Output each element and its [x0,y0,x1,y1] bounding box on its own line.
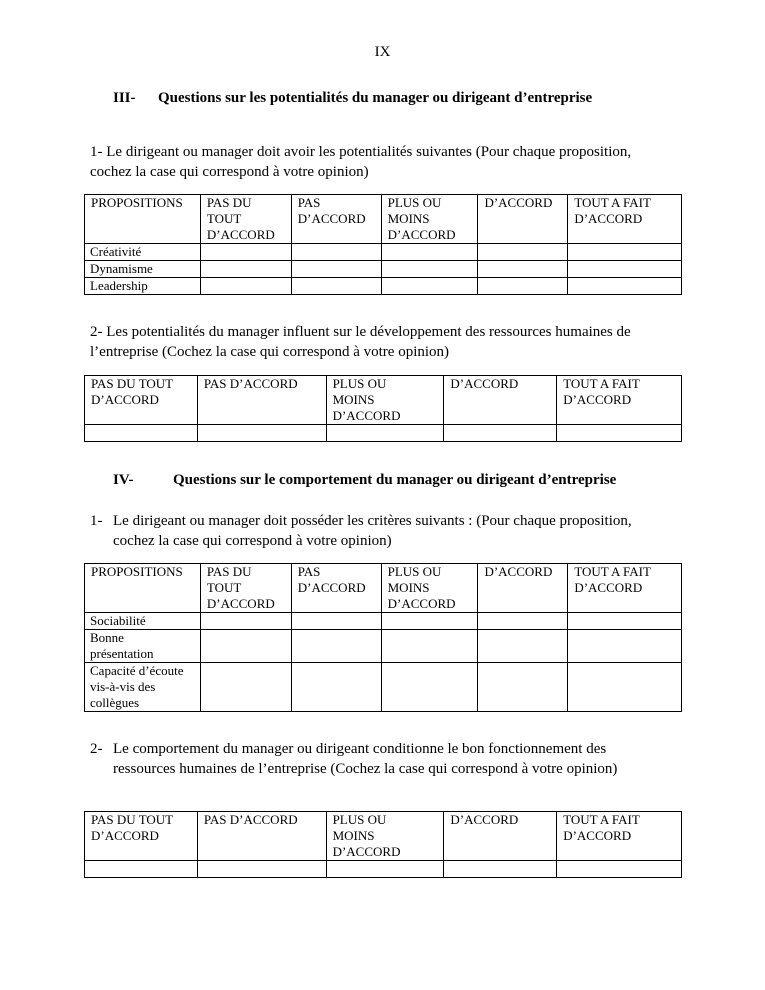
checkbox-cell[interactable] [291,244,381,261]
header-daccord: D’ACCORD [444,812,557,861]
checkbox-cell[interactable] [85,425,198,442]
header-pas-du-tout: PAS DU TOUT D’ACCORD [85,812,198,861]
section4-title: Questions sur le comportement du manager ou dirigeant d’entreprise [173,472,617,488]
section4-q1-line2: cochez la case qui correspond à votre opinion) [113,533,392,549]
checkbox-cell[interactable] [568,613,682,630]
header-pas-daccord: PAS D’ACCORD [291,195,381,244]
section4-q2-text [90,739,690,779]
section4-q1-line1: Le dirigeant ou manager doit posséder les critères suivants : (Pour chaque proposition, [113,513,632,529]
checkbox-cell[interactable] [568,663,682,712]
section4-q2-num: 2- [90,741,103,757]
checkbox-cell[interactable] [381,261,478,278]
header-daccord: D’ACCORD [478,564,568,613]
checkbox-cell[interactable] [200,663,291,712]
table-row [85,278,682,295]
section4-q1-num: 1- [90,513,103,529]
checkbox-cell[interactable] [200,630,291,663]
table-header-row [85,376,682,425]
header-pas-du-tout: PAS DU TOUT D’ACCORD [85,376,198,425]
checkbox-cell[interactable] [85,861,198,878]
section3-q1-line1: 1- Le dirigeant ou manager doit avoir les potentialités suivantes (Pour chaque proposition, [90,144,632,160]
section3-heading [113,90,673,110]
section4-q2-line2: ressources humaines de l’entreprise (Cochez la case qui correspond à votre opinion) [113,761,618,777]
row-label: Bonne présentation [85,630,201,663]
checkbox-cell[interactable] [478,244,568,261]
checkbox-cell[interactable] [291,630,381,663]
checkbox-cell[interactable] [291,613,381,630]
checkbox-cell[interactable] [444,861,557,878]
table-row [85,261,682,278]
table-header-row [85,564,682,613]
section3-title: Questions sur les potentialités du manager ou dirigeant d’entreprise [158,90,593,106]
table-row [85,613,682,630]
checkbox-cell[interactable] [381,630,478,663]
table-row [85,663,682,712]
checkbox-cell[interactable] [568,278,682,295]
checkbox-cell[interactable] [200,244,291,261]
header-tout-a-fait: TOUT A FAIT D’ACCORD [557,812,682,861]
section3-q2-line2: l’entreprise (Cochez la case qui correspond à votre opinion) [90,344,450,360]
checkbox-cell[interactable] [568,261,682,278]
header-pas-du-tout: PAS DU TOUT D’ACCORD [200,195,291,244]
checkbox-cell[interactable] [478,630,568,663]
header-daccord: D’ACCORD [444,376,557,425]
checkbox-cell[interactable] [381,278,478,295]
checkbox-cell[interactable] [326,425,444,442]
checkbox-cell[interactable] [478,663,568,712]
section3-q1-table [84,194,682,295]
header-pas-du-tout: PAS DU TOUT D’ACCORD [200,564,291,613]
row-label: Créativité [85,244,201,261]
page-number: IX [374,44,391,60]
checkbox-cell[interactable] [568,630,682,663]
table-row [85,861,682,878]
header-daccord: D’ACCORD [478,195,568,244]
checkbox-cell[interactable] [444,425,557,442]
checkbox-cell[interactable] [200,278,291,295]
table-row [85,630,682,663]
checkbox-cell[interactable] [557,425,682,442]
header-plus-ou-moins: PLUS OU MOINS D’ACCORD [381,195,478,244]
table-header-row [85,195,682,244]
checkbox-cell[interactable] [291,278,381,295]
header-tout-a-fait: TOUT A FAIT D’ACCORD [568,195,682,244]
header-pas-daccord: PAS D’ACCORD [197,376,326,425]
header-tout-a-fait: TOUT A FAIT D’ACCORD [557,376,682,425]
section3-numeral: III- [113,90,136,106]
section3-q1-text [90,142,690,182]
header-pas-daccord: PAS D’ACCORD [197,812,326,861]
section4-q2-table [84,811,682,878]
checkbox-cell[interactable] [197,425,326,442]
row-label: Dynamisme [85,261,201,278]
table-row [85,244,682,261]
checkbox-cell[interactable] [478,278,568,295]
section3-q2-line1: 2- Les potentialités du manager influent sur le développement des ressources humaines de [90,324,631,340]
checkbox-cell[interactable] [326,861,444,878]
checkbox-cell[interactable] [478,613,568,630]
section4-q2-line1: Le comportement du manager ou dirigeant conditionne le bon fonctionnement des [113,741,607,757]
row-label: Sociabilité [85,613,201,630]
checkbox-cell[interactable] [568,244,682,261]
row-label: Leadership [85,278,201,295]
checkbox-cell[interactable] [381,613,478,630]
checkbox-cell[interactable] [478,261,568,278]
checkbox-cell[interactable] [197,861,326,878]
table-header-row [85,812,682,861]
checkbox-cell[interactable] [200,613,291,630]
header-propositions: PROPOSITIONS [85,564,201,613]
header-plus-ou-moins: PLUS OU MOINS D’ACCORD [326,812,444,861]
header-pas-daccord: PAS D’ACCORD [291,564,381,613]
header-propositions: PROPOSITIONS [85,195,201,244]
table-row [85,425,682,442]
checkbox-cell[interactable] [291,663,381,712]
section3-q1-line2: cochez la case qui correspond à votre opinion) [90,164,369,180]
checkbox-cell[interactable] [557,861,682,878]
section3-q2-table [84,375,682,442]
header-tout-a-fait: TOUT A FAIT D’ACCORD [568,564,682,613]
section3-q2-text [90,322,690,362]
header-plus-ou-moins: PLUS OU MOINS D’ACCORD [381,564,478,613]
checkbox-cell[interactable] [200,261,291,278]
checkbox-cell[interactable] [291,261,381,278]
section4-heading [113,472,673,492]
checkbox-cell[interactable] [381,244,478,261]
section4-numeral: IV- [113,472,134,488]
section4-q1-table [84,563,682,712]
section4-q1-text [90,511,690,551]
checkbox-cell[interactable] [381,663,478,712]
header-plus-ou-moins: PLUS OU MOINS D’ACCORD [326,376,444,425]
row-label: Capacité d’écoute vis-à-vis des collègues [85,663,201,712]
